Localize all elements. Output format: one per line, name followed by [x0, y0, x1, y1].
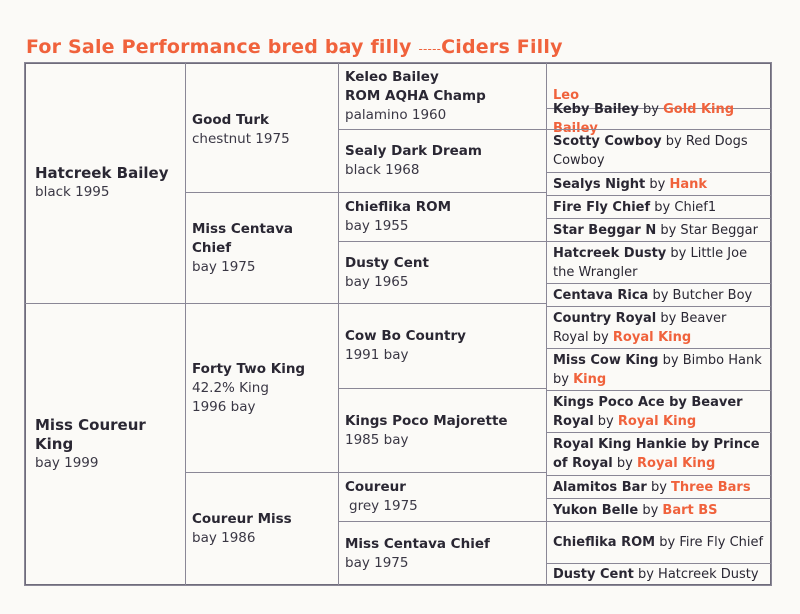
horse-name: Dusty Cent	[345, 254, 429, 271]
sire-text: by	[616, 456, 633, 471]
sire-text: by Bimbo Hank by	[553, 352, 762, 387]
horse-info: 42.2% King	[192, 379, 269, 396]
horse-name: Alamitos Bar	[553, 479, 647, 495]
sire-highlight: Bart BS	[662, 502, 718, 518]
gen2-1	[185, 62, 339, 193]
horse-info: bay 1999	[35, 455, 99, 471]
horse-name: Miss Cow King	[553, 352, 659, 368]
gen4-12	[546, 432, 772, 476]
gen4-4	[546, 172, 772, 196]
gen4-16	[546, 563, 772, 586]
sire-highlight: Three Bars	[671, 479, 751, 495]
horse-name: Kings Poco Ace by Beaver Royal	[553, 394, 743, 429]
horse-info: bay 1975	[345, 554, 409, 571]
sire-text: by	[642, 502, 659, 518]
gen1-sire	[24, 62, 186, 304]
gen4-15	[546, 521, 772, 564]
horse-info: black 1995	[35, 184, 110, 200]
horse-name: Hatcreek Bailey	[35, 164, 169, 182]
horse-name: Fire Fly Chief	[553, 199, 651, 215]
gen2-4	[185, 472, 339, 586]
page-title	[26, 36, 563, 58]
horse-info: chestnut 1975	[192, 131, 290, 147]
gen3-5	[338, 303, 547, 389]
sire-highlight: Royal King	[637, 456, 716, 471]
gen4-5	[546, 195, 772, 219]
gen4-2	[546, 102, 772, 136]
horse-name: Yukon Belle	[553, 502, 639, 518]
gen1-dam	[24, 303, 186, 586]
sire-text: by Beaver Royal by	[553, 310, 727, 345]
gen2-3	[185, 303, 339, 473]
horse-info: bay 1955	[345, 218, 409, 234]
sire-highlight: King	[573, 371, 607, 387]
title-main: For Sale Performance bred bay filly	[26, 36, 412, 58]
horse-title: ROM AQHA Champ	[345, 87, 486, 104]
horse-info: bay 1965	[345, 273, 409, 290]
horse-name: Star Beggar N	[553, 222, 657, 238]
sire-text: by	[597, 413, 614, 429]
sire-text: by	[643, 102, 659, 117]
horse-name: Country Royal	[553, 310, 657, 326]
horse-name: Leo	[553, 88, 580, 103]
gen4-11	[546, 390, 772, 433]
gen3-8	[338, 521, 547, 586]
horse-name: Royal King Hankie by Prince of Royal	[553, 437, 760, 471]
horse-name: Good Turk	[192, 112, 269, 128]
sire-text: by Butcher Boy	[652, 287, 753, 303]
gen4-14	[546, 498, 772, 522]
horse-info: palamino 1960	[345, 106, 447, 123]
horse-info: 1996 bay	[192, 398, 256, 415]
horse-name: Coureur Miss	[192, 511, 292, 527]
gen4-8	[546, 283, 772, 307]
horse-name: Hatcreek Dusty	[553, 245, 667, 261]
horse-name: Miss Centava Chief	[345, 535, 490, 552]
title-horse-name: Ciders Filly	[441, 36, 563, 58]
horse-info: bay 1986	[192, 530, 256, 546]
sire-text: by Chief1	[654, 199, 717, 215]
sire-text: by	[649, 176, 666, 192]
gen4-7	[546, 241, 772, 284]
gen4-6	[546, 218, 772, 242]
gen4-10	[546, 348, 772, 391]
sire-text: by Star Beggar	[660, 222, 758, 238]
sire-text: by Hatcreek Dusty	[637, 567, 759, 582]
horse-name: Chieflika ROM	[553, 535, 656, 550]
horse-name: Centava Rica	[553, 287, 649, 303]
gen4-13	[546, 475, 772, 499]
horse-name: Chieflika ROM	[345, 199, 452, 215]
sire-text: by	[650, 479, 667, 495]
horse-name: Forty Two King	[192, 360, 306, 377]
horse-name: Coureur	[345, 479, 406, 495]
sire-highlight: Royal King	[617, 413, 697, 429]
gen2-2	[185, 192, 339, 304]
horse-info: black 1968	[345, 162, 420, 178]
horse-name: Sealy Dark Dream	[345, 143, 482, 159]
horse-info: 1985 bay	[345, 431, 409, 448]
sire-text: by Fire Fly Chief	[659, 535, 764, 550]
horse-name: Miss Coureur King	[35, 416, 146, 453]
horse-name: Keby Bailey	[553, 102, 639, 117]
sire-highlight: Gold King Bailey	[553, 102, 735, 136]
sire-text: by Red Dogs Cowboy	[553, 134, 748, 168]
sire-text: by Little Joe the Wrangler	[553, 245, 748, 280]
gen4-9	[546, 306, 772, 349]
horse-name: Dusty Cent	[553, 567, 634, 582]
gen3-7	[338, 472, 547, 522]
horse-name: Sealys Night	[553, 176, 646, 192]
horse-info: bay 1975	[192, 258, 256, 275]
horse-info: grey 1975	[349, 498, 418, 514]
gen3-6	[338, 388, 547, 473]
horse-info: 1991 bay	[345, 347, 409, 363]
sire-highlight: Royal King	[612, 329, 692, 345]
sire-highlight: Hank	[669, 176, 708, 192]
gen3-4	[338, 241, 547, 304]
horse-name: Keleo Bailey	[345, 68, 439, 85]
gen4-3	[546, 129, 772, 173]
gen3-3	[338, 192, 547, 242]
horse-name: Kings Poco Majorette	[345, 412, 508, 429]
gen3-2	[338, 129, 547, 193]
gen3-1	[338, 62, 547, 130]
horse-name: Miss Centava Chief	[192, 220, 293, 256]
title-dashes: -----	[418, 42, 442, 56]
horse-name: Scotty Cowboy	[553, 134, 662, 149]
horse-name: Cow Bo Country	[345, 328, 466, 344]
